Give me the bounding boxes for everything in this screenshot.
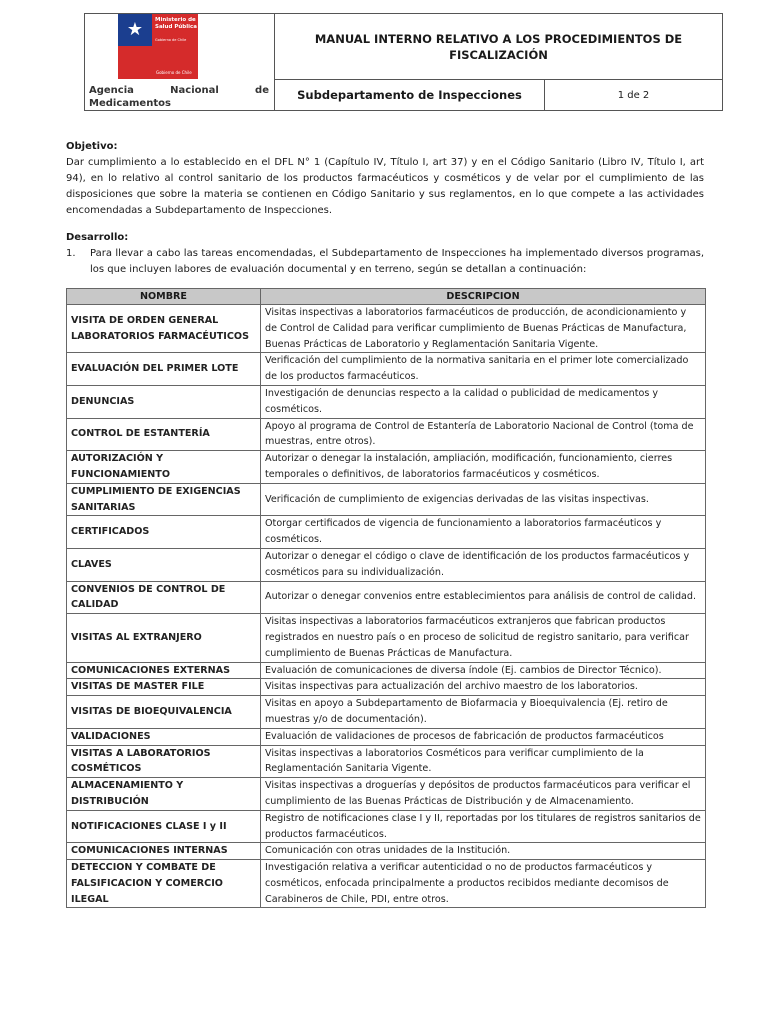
program-name: EVALUACIÓN DEL PRIMER LOTE bbox=[67, 353, 261, 386]
table-row bbox=[67, 745, 706, 778]
program-name: CONVENIOS DE CONTROL DE CALIDAD bbox=[67, 581, 261, 614]
objective-label: Objetivo: bbox=[66, 141, 118, 152]
table-row bbox=[67, 305, 706, 353]
table-row bbox=[67, 810, 706, 843]
table-row bbox=[67, 581, 706, 614]
program-name: VISITAS DE BIOEQUIVALENCIA bbox=[67, 696, 261, 729]
logo-ministry-text: Ministerio de Salud Pública bbox=[155, 17, 197, 30]
table-row bbox=[67, 662, 706, 679]
program-name: VALIDACIONES bbox=[67, 728, 261, 745]
program-description: Verificación de cumplimiento de exigencias derivadas de las visitas inspectivas. bbox=[261, 483, 706, 516]
list-number: 1. bbox=[66, 248, 76, 259]
program-description: Visitas inspectivas a laboratorios Cosméticos para verificar cumplimiento de la Reglamentación Sanitaria Vigente. bbox=[261, 745, 706, 778]
table-row bbox=[67, 778, 706, 811]
table-row bbox=[67, 679, 706, 696]
table-row bbox=[67, 483, 706, 516]
program-description: Comunicación con otras unidades de la Institución. bbox=[261, 843, 706, 860]
header-logo-cell bbox=[85, 14, 275, 110]
program-description: Verificación del cumplimiento de la normativa sanitaria en el primer lote comercializado de los productos farmacéuticos. bbox=[261, 353, 706, 386]
program-description: Evaluación de validaciones de procesos de fabricación de productos farmacéuticos bbox=[261, 728, 706, 745]
column-header-name: NOMBRE bbox=[67, 289, 261, 305]
development-label: Desarrollo: bbox=[66, 232, 129, 243]
page-number: 1 de 2 bbox=[617, 89, 650, 101]
column-header-description: DESCRIPCION bbox=[261, 289, 706, 305]
program-description: Registro de notificaciones clase I y II, reportadas por los titulares de registros sanitarios de productos farmacéuticos. bbox=[261, 810, 706, 843]
program-name: ALMACENAMIENTO Y DISTRIBUCIÓN bbox=[67, 778, 261, 811]
program-description: Visitas inspectivas a droguerías y depósitos de productos farmacéuticos para verificar el cumplimiento de las Buenas Prácticas de Distribución y de Almacenamiento. bbox=[261, 778, 706, 811]
program-description: Apoyo al programa de Control de Estantería de Laboratorio Nacional de Control (toma de muestras, entre otros). bbox=[261, 418, 706, 451]
objective-section bbox=[66, 139, 704, 219]
document-title: MANUAL INTERNO RELATIVO A LOS PROCEDIMIENTOS DE FISCALIZACIÓN bbox=[275, 14, 722, 80]
ministry-logo bbox=[118, 14, 198, 79]
program-description: Visitas inspectivas a laboratorios farmacéuticos extranjeros que fabrican productos registrados en nuestro país o en proceso de solicitud de registro sanitario, para verificar cumplimiento de Buenas Prácticas de Manufactura. bbox=[261, 614, 706, 662]
program-name: CONTROL DE ESTANTERÍA bbox=[67, 418, 261, 451]
program-name: NOTIFICACIONES CLASE I y II bbox=[67, 810, 261, 843]
program-description: Autorizar o denegar la instalación, ampliación, modificación, funcionamiento, cierres temporales o definitivos, de laboratorios farmacéuticos y cosméticos. bbox=[261, 451, 706, 484]
table-row bbox=[67, 843, 706, 860]
table-row bbox=[67, 385, 706, 418]
program-description: Otorgar certificados de vigencia de funcionamiento a laboratorios farmacéuticos y cosméticos. bbox=[261, 516, 706, 549]
program-description: Visitas inspectivas a laboratorios farmacéuticos de producción, de acondicionamiento y de Control de Calidad para verificar cumplimiento de Buenas Prácticas de Manufactura, Buenas Prácticas de Laboratorio y Reglamentación Sanitaria Vigente. bbox=[261, 305, 706, 353]
development-section bbox=[66, 230, 704, 278]
program-description: Evaluación de comunicaciones de diversa índole (Ej. cambios de Director Técnico). bbox=[261, 662, 706, 679]
table-header-row bbox=[67, 289, 706, 305]
logo-subtitle-text: Gobierno de Chile bbox=[155, 38, 187, 42]
table-row bbox=[67, 728, 706, 745]
program-name: CUMPLIMIENTO DE EXIGENCIAS SANITARIAS bbox=[67, 483, 261, 516]
agency-name: Agencia Nacional de Medicamentos bbox=[89, 85, 269, 109]
program-name: COMUNICACIONES INTERNAS bbox=[67, 843, 261, 860]
program-name: VISITAS AL EXTRANJERO bbox=[67, 614, 261, 662]
program-name: COMUNICACIONES EXTERNAS bbox=[67, 662, 261, 679]
document-header bbox=[84, 13, 723, 111]
logo-footer-text: Gobierno de Chile bbox=[156, 70, 192, 75]
list-item bbox=[66, 246, 704, 278]
program-name: DETECCION Y COMBATE DE FALSIFICACION Y COMERCIO ILEGAL bbox=[67, 860, 261, 908]
program-description: Visitas inspectivas para actualización del archivo maestro de los laboratorios. bbox=[261, 679, 706, 696]
program-description: Visitas en apoyo a Subdepartamento de Biofarmacia y Bioequivalencia (Ej. retiro de muestras y/o de documentación). bbox=[261, 696, 706, 729]
table-row bbox=[67, 614, 706, 662]
table-body bbox=[67, 305, 706, 908]
star-icon: ★ bbox=[126, 19, 144, 40]
program-name: CLAVES bbox=[67, 548, 261, 581]
program-name: CERTIFICADOS bbox=[67, 516, 261, 549]
program-name: AUTORIZACIÓN Y FUNCIONAMIENTO bbox=[67, 451, 261, 484]
subdepartment-name: Subdepartamento de Inspecciones bbox=[275, 80, 545, 110]
program-name: VISITA DE ORDEN GENERAL LABORATORIOS FARMACÉUTICOS bbox=[67, 305, 261, 353]
table-row bbox=[67, 516, 706, 549]
program-name: VISITAS DE MASTER FILE bbox=[67, 679, 261, 696]
program-description: Autorizar o denegar el código o clave de identificación de los productos farmacéuticos y cosméticos para su individualización. bbox=[261, 548, 706, 581]
program-description: Autorizar o denegar convenios entre establecimientos para análisis de control de calidad. bbox=[261, 581, 706, 614]
development-text: Para llevar a cabo las tareas encomendadas, el Subdepartamento de Inspecciones ha implementado diversos programas, los que incluyen labores de evaluación documental y en terreno, según se detallan a continuación: bbox=[90, 248, 704, 275]
program-description: Investigación de denuncias respecto a la calidad o publicidad de medicamentos y cosméticos. bbox=[261, 385, 706, 418]
program-description: Investigación relativa a verificar autenticidad o no de productos farmacéuticos y cosméticos, enfocada principalmente a productos recibidos mediante decomisos de Carabineros de Chile, PDI, entre otros. bbox=[261, 860, 706, 908]
program-name: DENUNCIAS bbox=[67, 385, 261, 418]
table-row bbox=[67, 696, 706, 729]
table-row bbox=[67, 353, 706, 386]
table-row bbox=[67, 418, 706, 451]
programs-table bbox=[66, 288, 706, 908]
objective-text: Dar cumplimiento a lo establecido en el DFL N° 1 (Capítulo IV, Título I, art 37) y en el Código Sanitario (Libro IV, Título I, art 94), en lo relativo al control sanitario de los productos farmacéuticos y cosméticos y de velar por el cumplimiento de las disposiciones que sobre la materia se contienen en Código Sanitario y sus reglamentos, en lo que compete a las actividades encomendadas a Subdepartamento de Inspecciones. bbox=[66, 157, 704, 216]
program-name: VISITAS A LABORATORIOS COSMÉTICOS bbox=[67, 745, 261, 778]
table-row bbox=[67, 548, 706, 581]
table-row bbox=[67, 860, 706, 908]
table-row bbox=[67, 451, 706, 484]
